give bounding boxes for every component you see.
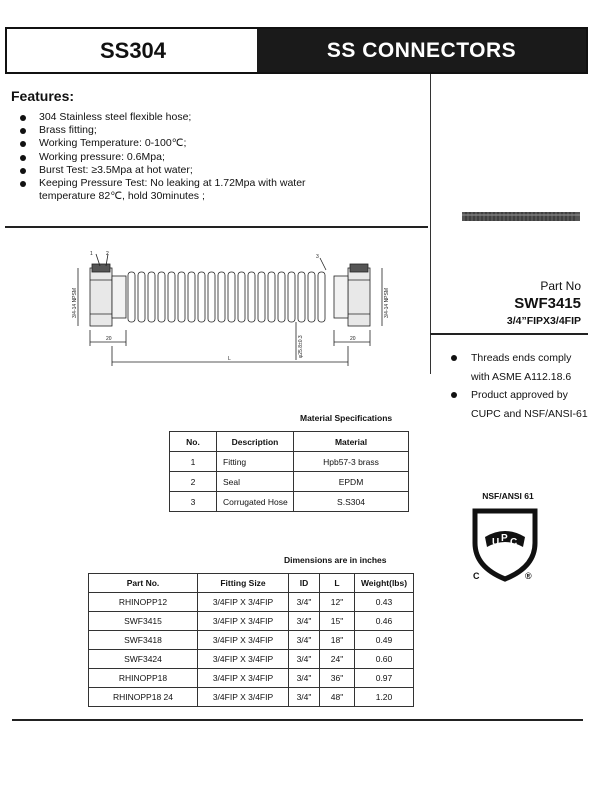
length-label: L [228,356,231,362]
feature-item: Working pressure: 0.6Mpa; [18,151,338,164]
table-cell: SWF3418 [89,631,198,650]
table-cell: Hpb57-3 brass [294,452,409,472]
table-cell: 0.46 [355,612,414,631]
horizontal-divider [430,333,588,335]
table-cell: 18" [320,631,355,650]
table-cell: 3/4" [289,688,320,707]
feature-item: Working Temperature: 0-100℃; [18,137,338,150]
table-cell: Seal [217,472,294,492]
table-cell: 3/4" [289,669,320,688]
table-cell: 48" [320,688,355,707]
column-header: No. [170,432,217,452]
part-number-label: Part No [540,279,581,293]
table-row [170,452,409,472]
callout-label: 1 [90,251,93,257]
table-row [89,669,414,688]
column-header: Fitting Size [198,574,289,593]
table-row [89,631,414,650]
registered-mark: ® [525,571,532,581]
table-cell: 3/4FIP X 3/4FIP [198,688,289,707]
table-row [89,593,414,612]
table-row [170,472,409,492]
column-header: L [320,574,355,593]
upc-letter: U [492,537,500,548]
table-cell: 36" [320,669,355,688]
table-cell: RHINOPP12 [89,593,198,612]
table-cell: 1.20 [355,688,414,707]
table-cell: 1 [170,452,217,472]
upc-letter: C [510,537,518,548]
bottom-rule [12,719,583,721]
table-header-row [170,432,409,452]
table-cell: 3 [170,492,217,512]
upc-logo [469,507,541,583]
feature-item: Keeping Pressure Test: No leaking at 1.72Mpa with water temperature 82℃, hold 30minutes ; [18,177,338,203]
nsf-label: NSF/ANSI 61 [482,491,534,501]
table-cell: 0.60 [355,650,414,669]
upc-letter: P [501,533,508,544]
table-row [89,688,414,707]
table-cell: 3/4FIP X 3/4FIP [198,631,289,650]
table-cell: 3/4" [289,650,320,669]
thread-label: 3/4-14 NPSM [384,287,390,318]
dimension-label: 20 [350,336,356,342]
dimensions-table-title: Dimensions are in inches [284,555,387,565]
table-cell: SWF3415 [89,612,198,631]
features-heading: Features: [11,88,75,104]
diameter-label: φ25.8±0.3 [298,335,304,358]
connector-drawing [70,250,420,370]
feature-item: Brass fitting; [18,124,338,137]
callout-label: 3 [316,254,319,260]
feature-item: 304 Stainless steel flexible hose; [18,111,338,124]
vertical-divider [430,74,431,374]
column-header: Weight(lbs) [355,574,414,593]
horizontal-divider [5,226,428,228]
column-header: ID [289,574,320,593]
dimensions-table [88,573,414,707]
table-cell: 3/4FIP X 3/4FIP [198,593,289,612]
table-cell: Corrugated Hose [217,492,294,512]
features-list [18,111,338,203]
table-cell: 0.43 [355,593,414,612]
callout-label: 2 [106,251,109,257]
compliance-list [451,349,591,423]
table-cell: 15" [320,612,355,631]
compliance-item: Product approved by CUPC and NSF/ANSI-61 [451,386,591,423]
material-table [169,431,409,512]
table-cell: 3/4FIP X 3/4FIP [198,650,289,669]
hose-photo [462,206,580,226]
table-cell: S.S304 [294,492,409,512]
table-row [170,492,409,512]
table-cell: 3/4" [289,631,320,650]
table-cell: 0.97 [355,669,414,688]
table-cell: 0.49 [355,631,414,650]
table-cell: 3/4FIP X 3/4FIP [198,669,289,688]
table-cell: SWF3424 [89,650,198,669]
table-cell: RHINOPP18 24 [89,688,198,707]
thread-label: 3/4-14 NPSM [72,287,78,318]
table-cell: EPDM [294,472,409,492]
material-title: SS304 [99,37,167,63]
table-row [89,612,414,631]
table-cell: RHINOPP18 [89,669,198,688]
compliance-item: Threads ends comply with ASME A112.18.6 [451,349,591,386]
table-cell: 2 [170,472,217,492]
table-cell: Fitting [217,452,294,472]
part-number: SWF3415 [514,295,581,312]
table-cell: 12" [320,593,355,612]
table-cell: 24" [320,650,355,669]
column-header: Description [217,432,294,452]
table-row [89,650,414,669]
dimension-label: 20 [106,336,112,342]
column-header: Material [294,432,409,452]
product-title: SS CONNECTORS [257,29,586,72]
material-table-title: Material Specifications [300,413,393,423]
column-header: Part No. [89,574,198,593]
table-cell: 3/4" [289,593,320,612]
table-cell: 3/4FIP X 3/4FIP [198,612,289,631]
table-header-row [89,574,414,593]
feature-item: Burst Test: ≥3.5Mpa at hot water; [18,164,338,177]
c-mark: C [473,571,480,581]
part-description: 3/4”FIPX3/4FIP [506,315,581,327]
table-cell: 3/4" [289,612,320,631]
